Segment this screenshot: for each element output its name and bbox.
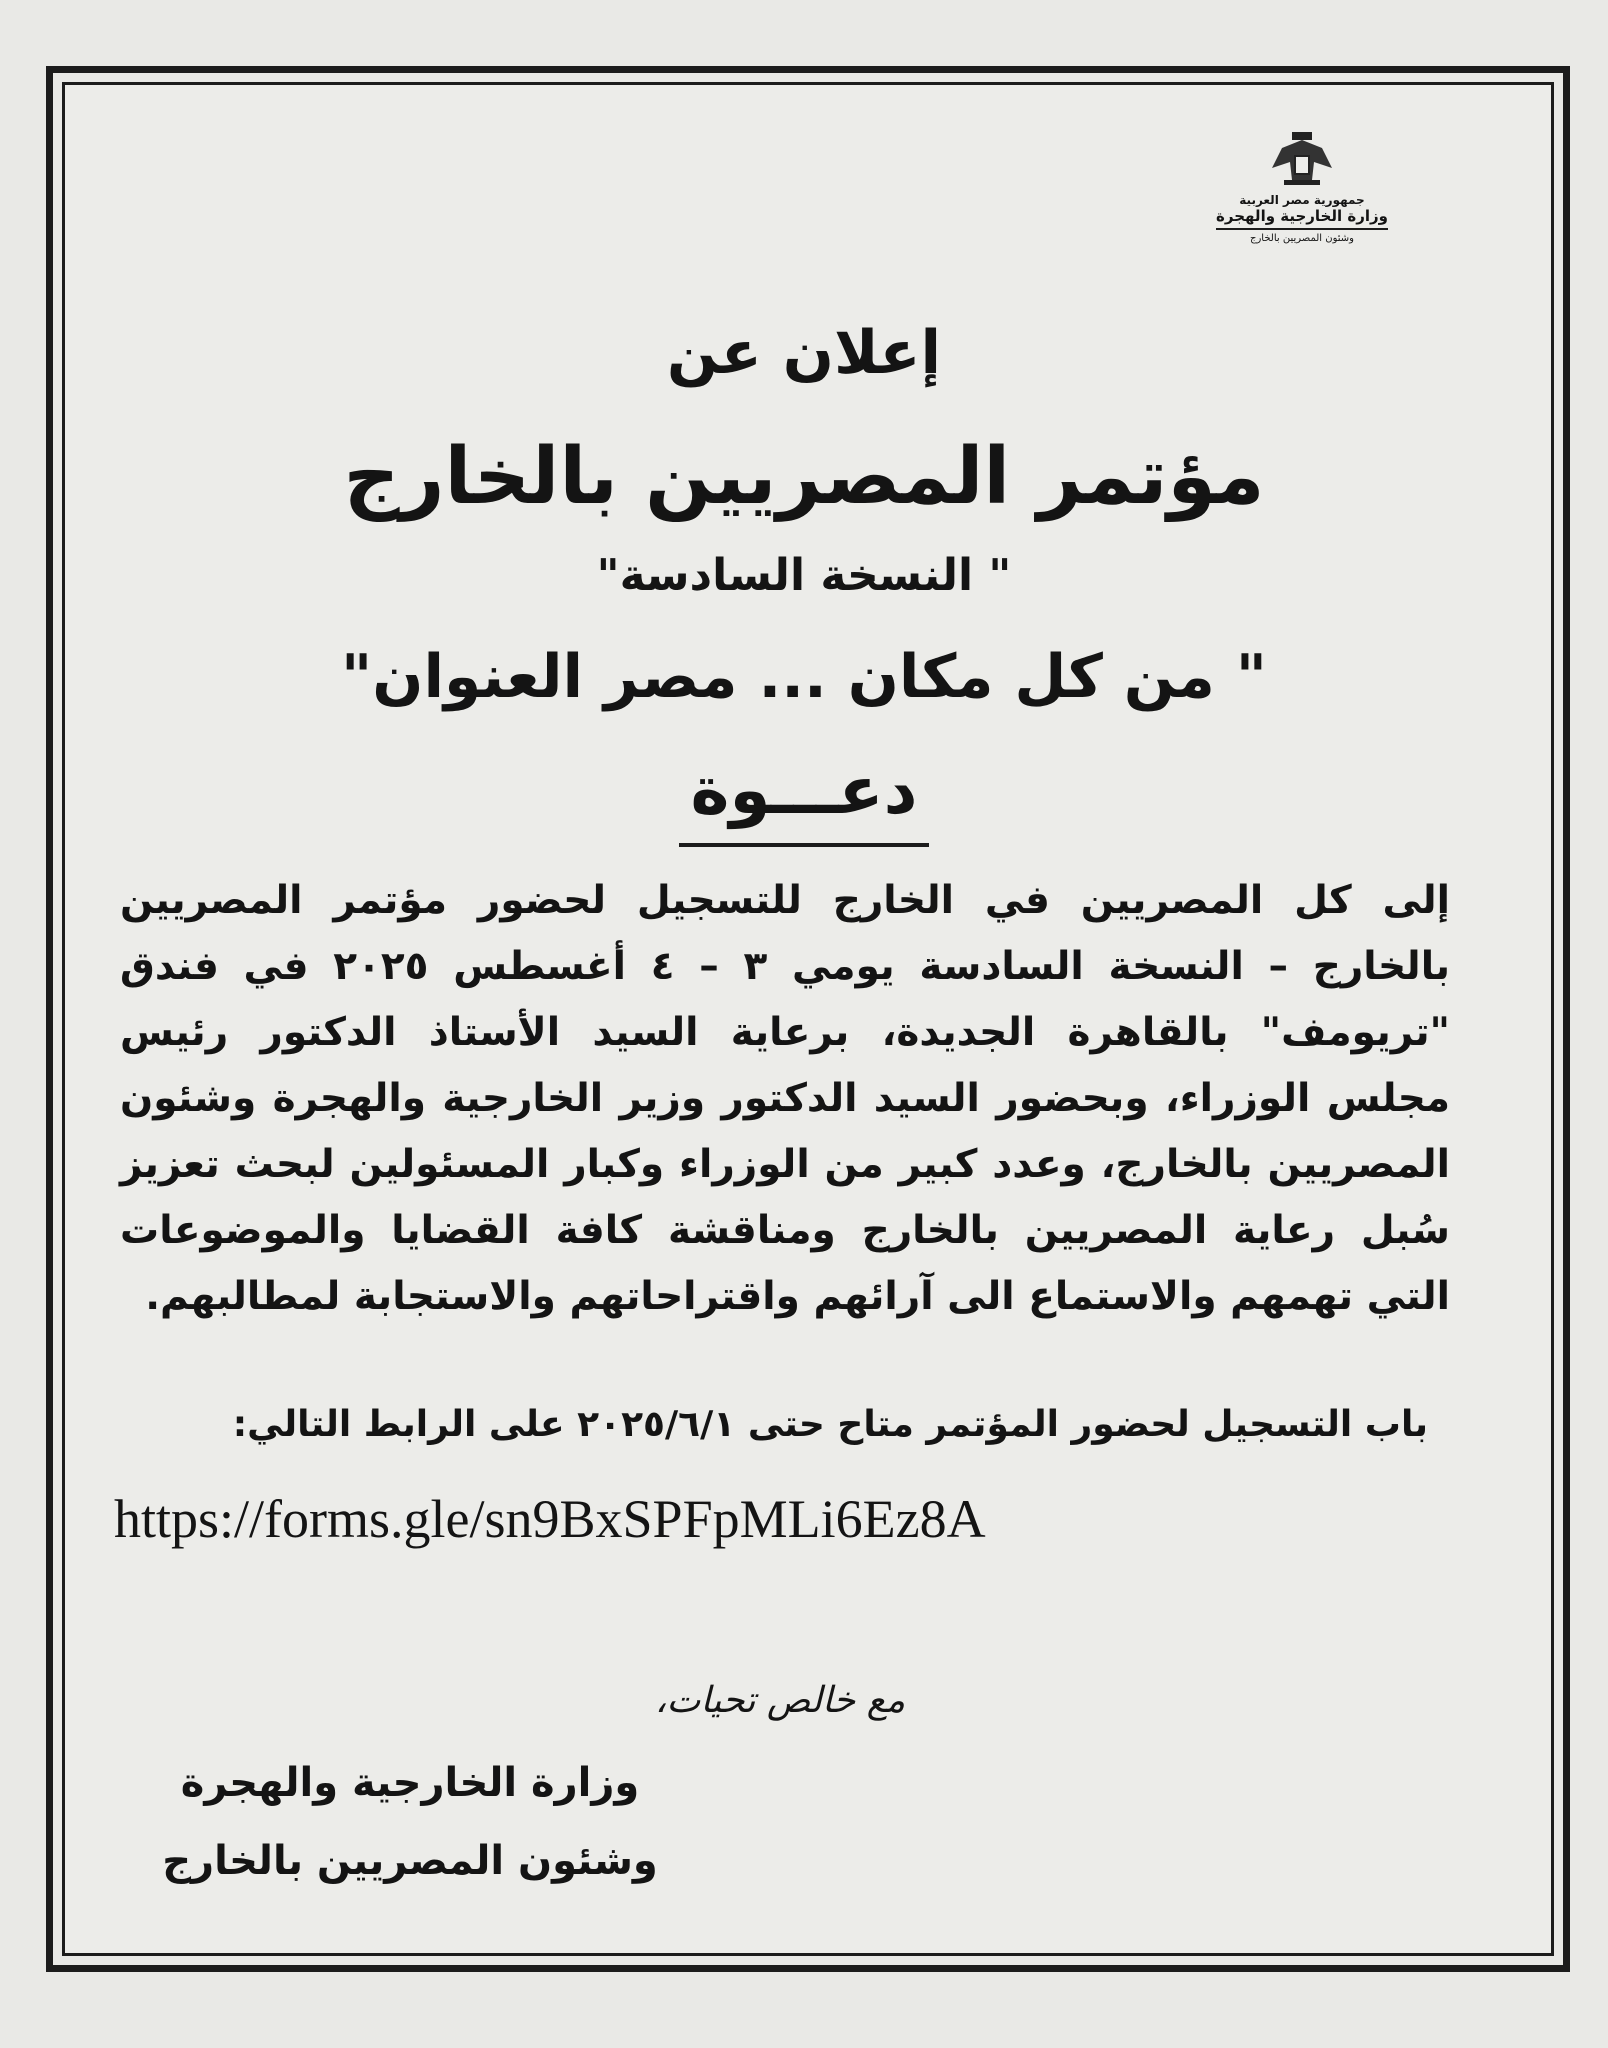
letterhead-ministry-sub: وشئون المصريين بالخارج [1250,233,1354,245]
letterhead [1192,128,1412,268]
signoff: مع خالص تحيات، [654,1680,906,1721]
registration-deadline: باب التسجيل لحضور المؤتمر متاح حتى ٢٠٢٥/٦/١ على الرابط التالي: [232,1404,1428,1445]
heading-conference-title: مؤتمر المصريين بالخارج [343,432,1265,522]
heading-edition: " النسخة السادسة" [596,550,1012,601]
heading-invitation [100,752,1508,847]
heading-announcement: إعلان عن [666,318,942,388]
invitation-text: دعـــوة [679,752,930,847]
eagle-emblem-icon [1262,128,1342,188]
letterhead-ministry: وزارة الخارجية والهجرة [1216,207,1388,230]
heading-slogan: " من كل مكان ... مصر العنوان" [340,642,1268,712]
signature-org-line1: وزارة الخارجية والهجرة [180,1760,640,1806]
registration-link[interactable]: https://forms.gle/sn9BxSPFpMLi6Ez8A [114,1489,986,1549]
letterhead-country: جمهورية مصر العربية [1239,193,1365,207]
signature-org-line2: وشئون المصريين بالخارج [162,1838,658,1884]
invitation-body: إلى كل المصريين في الخارج للتسجيل لحضور مؤتمر المصريين بالخارج – النسخة السادسة يومي ٣ – ٤ أغسطس ٢٠٢٥ في فندق "تريومف" بالقاهرة الجديدة، برعاية السيد الأستاذ الدكتور رئيس مجلس الوزراء، وبحضور السيد الدكتور وزير الخارجية والهجرة وشئون المصريين بالخارج، وعدد كبير من الوزراء وكبار المسئولين لبحث تعزيز سُبل رعاية المصريين بالخارج ومناقشة كافة القضايا والموضوعات التي تهمهم والاستماع الى آرائهم واقتراحاتهم والاستجابة لمطالبهم. [120,878,1450,1319]
